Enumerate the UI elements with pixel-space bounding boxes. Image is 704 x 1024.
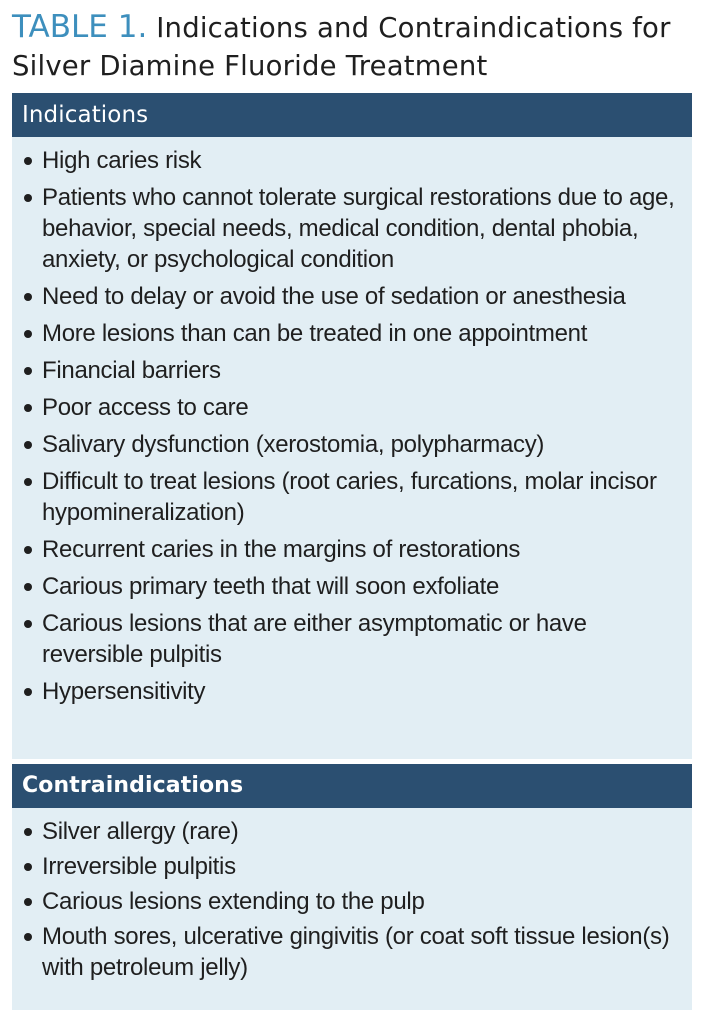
bullet-icon — [24, 157, 32, 165]
list-item-text: High caries risk — [42, 147, 202, 174]
list-item — [20, 466, 684, 528]
list-item-text: Salivary dysfunction (xerostomia, polypharmacy) — [42, 431, 545, 458]
list-item — [20, 921, 684, 983]
list-item-text: Carious primary teeth that will soon exfoliate — [42, 573, 500, 600]
bullet-icon — [24, 546, 32, 554]
list-item — [20, 355, 684, 386]
bullet-icon — [24, 441, 32, 449]
list-item-text: Silver allergy (rare) — [42, 818, 239, 845]
list-item-text: Recurrent caries in the margins of restorations — [42, 536, 521, 563]
list-item — [20, 318, 684, 349]
table-title — [12, 8, 702, 85]
list-item-text: Carious lesions that are either asymptomatic or have reversible pulpitis — [42, 610, 587, 668]
bullet-icon — [24, 583, 32, 591]
bullet-icon — [24, 194, 32, 202]
list-item — [20, 534, 684, 565]
bullet-icon — [24, 828, 32, 836]
list-item-text: Difficult to treat lesions (root caries, furcations, molar incisor hypomineralization) — [42, 468, 657, 526]
bullet-icon — [24, 688, 32, 696]
bullet-icon — [24, 404, 32, 412]
list-item — [20, 429, 684, 460]
indications-panel — [12, 93, 692, 759]
bullet-icon — [24, 898, 32, 906]
bullet-icon — [24, 367, 32, 375]
list-item-text: Mouth sores, ulcerative gingivitis (or coat soft tissue lesion(s) with petroleum jelly) — [42, 923, 670, 981]
indications-list — [12, 137, 692, 707]
bullet-icon — [24, 620, 32, 628]
bullet-icon — [24, 933, 32, 941]
list-item — [20, 392, 684, 423]
table-title-text: Indications and Contraindications for Silver Diamine Fluoride Treatment — [12, 12, 671, 82]
list-item — [20, 851, 684, 882]
list-item — [20, 816, 684, 847]
list-item — [20, 571, 684, 602]
list-item-text: Hypersensitivity — [42, 678, 206, 705]
bullet-icon — [24, 293, 32, 301]
contraindications-header: Contraindications — [12, 764, 692, 808]
contraindications-panel — [12, 764, 692, 1010]
list-item — [20, 886, 684, 917]
list-item — [20, 676, 684, 707]
list-item — [20, 608, 684, 670]
list-item — [20, 145, 684, 176]
list-item — [20, 182, 684, 275]
list-item-text: Poor access to care — [42, 394, 249, 421]
indications-header: Indications — [12, 93, 692, 137]
list-item-text: Patients who cannot tolerate surgical restorations due to age, behavior, special needs, medical condition, dental phobia, anxiety, or psychological condition — [42, 184, 675, 273]
list-item-text: Irreversible pulpitis — [42, 853, 236, 880]
table-label: TABLE 1. — [12, 9, 148, 45]
list-item-text: Financial barriers — [42, 357, 221, 384]
list-item — [20, 281, 684, 312]
bullet-icon — [24, 863, 32, 871]
list-item-text: More lesions than can be treated in one appointment — [42, 320, 588, 347]
contraindications-list — [12, 808, 692, 983]
bullet-icon — [24, 478, 32, 486]
bullet-icon — [24, 330, 32, 338]
list-item-text: Carious lesions extending to the pulp — [42, 888, 425, 915]
list-item-text: Need to delay or avoid the use of sedation or anesthesia — [42, 283, 626, 310]
